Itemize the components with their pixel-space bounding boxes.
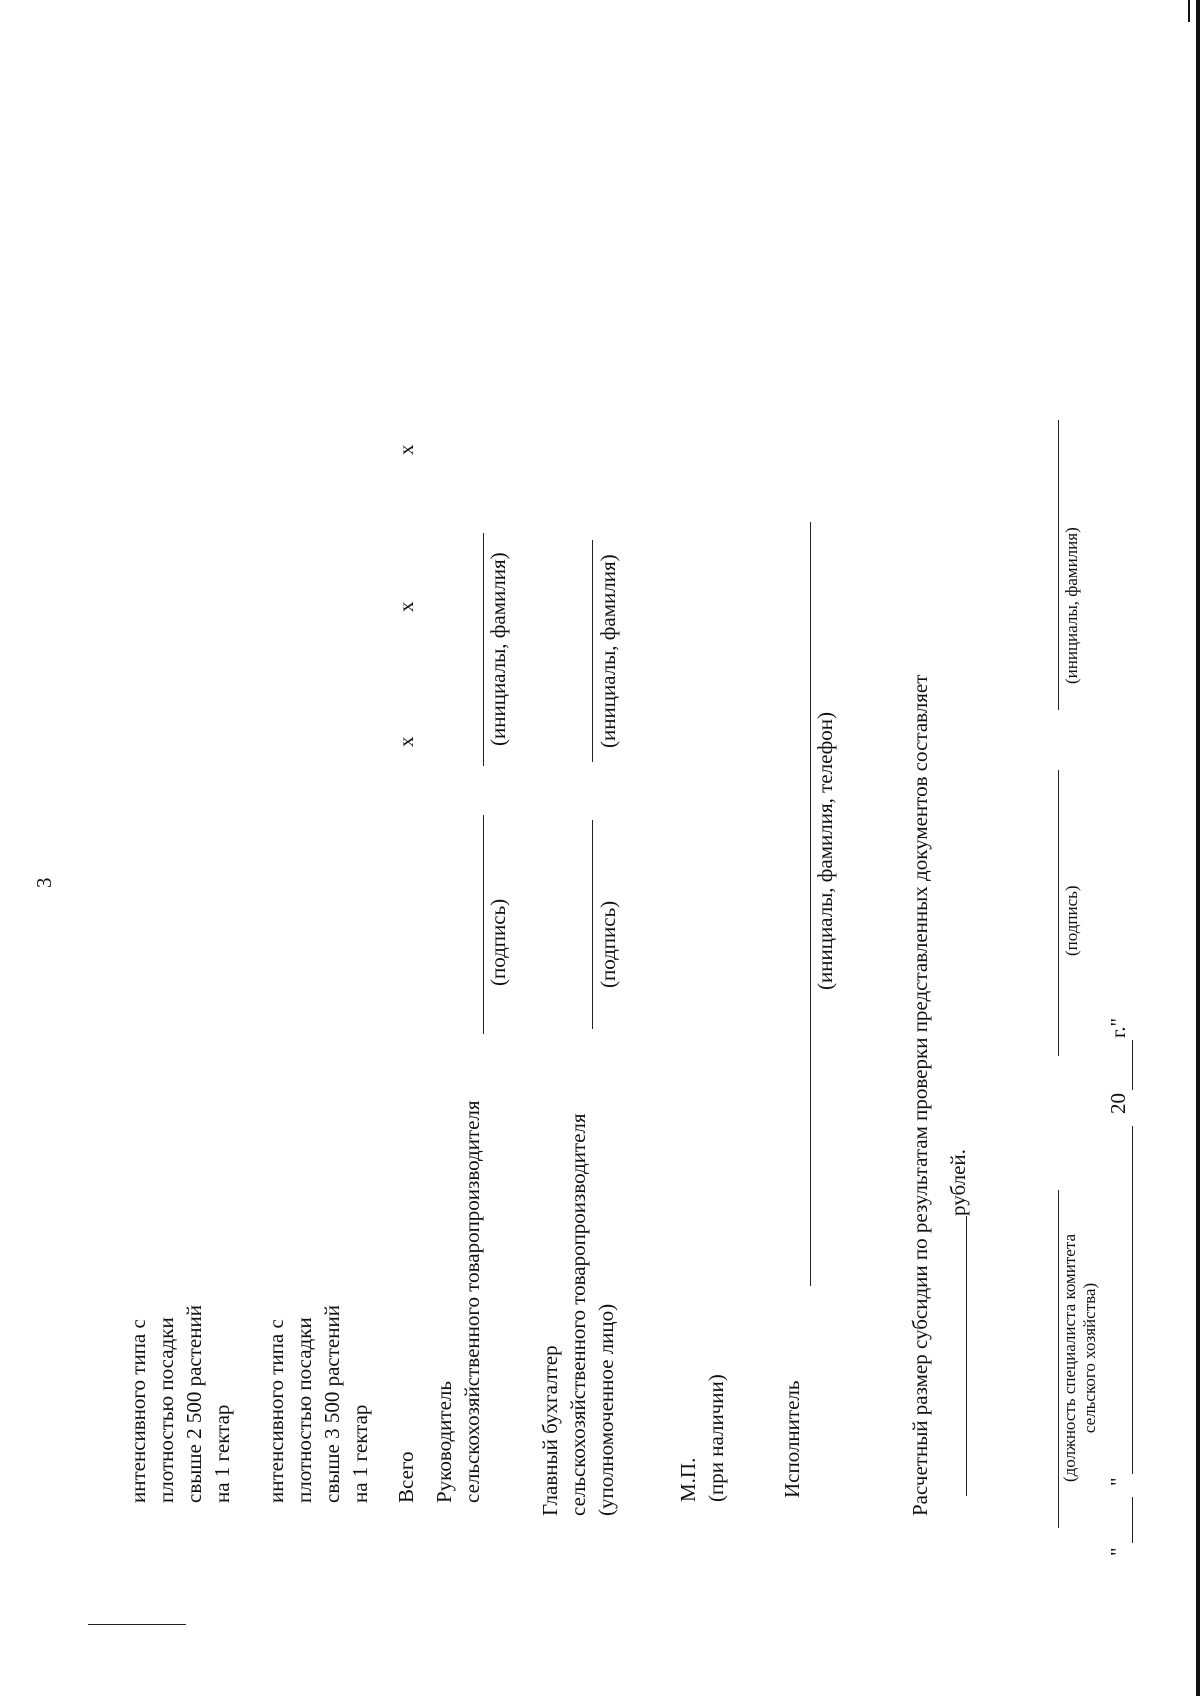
amount-line [966, 1216, 967, 1496]
date-day-line [1132, 1497, 1133, 1543]
date-year-prefix: 20 [1106, 1093, 1130, 1114]
date-open-quote: " [1106, 1547, 1130, 1556]
date-year-suffix: г." [1106, 1017, 1130, 1038]
head-name-caption: (инициалы, фамилия) [486, 552, 510, 746]
table-row-2500: интенсивного типа с плотностью посадки свыше 2 500 растений на 1 гектар [126, 1305, 234, 1503]
specialist-name-caption: (инициалы, фамилия) [1062, 527, 1081, 684]
specialist-position-caption: (должность специалиста комитета сельского хозяйства) [1060, 1233, 1099, 1482]
head-sign-caption: (подпись) [486, 898, 510, 986]
table-row-3500: интенсивного типа с плотностью посадки свыше 3 500 растений на 1 гектар [264, 1305, 372, 1503]
date-month-line [1132, 1126, 1133, 1474]
accountant-name-line [592, 540, 593, 762]
specialist-sign-caption: (подпись) [1062, 885, 1081, 956]
date-year-line [1132, 1040, 1133, 1090]
accountant-title: Главный бухгалтер сельскохозяйственного товаропроизводителя (уполномоченное лицо) [538, 1113, 618, 1516]
executor-label: Исполнитель [780, 1380, 804, 1498]
conclusion-text: Расчетный размер субсидии по результатам проверки представленных документов составляет [908, 674, 932, 1516]
table-rule [88, 1624, 186, 1625]
seal-label: М.П. (при наличии) [676, 1374, 728, 1502]
accountant-sign-line [592, 820, 593, 1029]
executor-caption: (инициалы, фамилия, телефон) [813, 711, 837, 990]
total-mark-3: x [394, 444, 418, 455]
specialist-position-line [1058, 1190, 1059, 1528]
specialist-sign-line [1058, 770, 1059, 1056]
currency-label: рублей. [946, 1149, 970, 1216]
specialist-name-line [1058, 420, 1059, 710]
page-number: 3 [32, 877, 56, 888]
date-close-quote: " [1106, 1477, 1130, 1486]
head-title: Руководитель сельскохозяйственного товаропроизводителя [432, 1100, 484, 1503]
accountant-sign-caption: (подпись) [596, 900, 620, 988]
total-mark-1: x [394, 736, 418, 747]
total-label: Всего [394, 1451, 418, 1503]
accountant-name-caption: (инициалы, фамилия) [596, 554, 620, 748]
total-mark-2: x [394, 601, 418, 612]
